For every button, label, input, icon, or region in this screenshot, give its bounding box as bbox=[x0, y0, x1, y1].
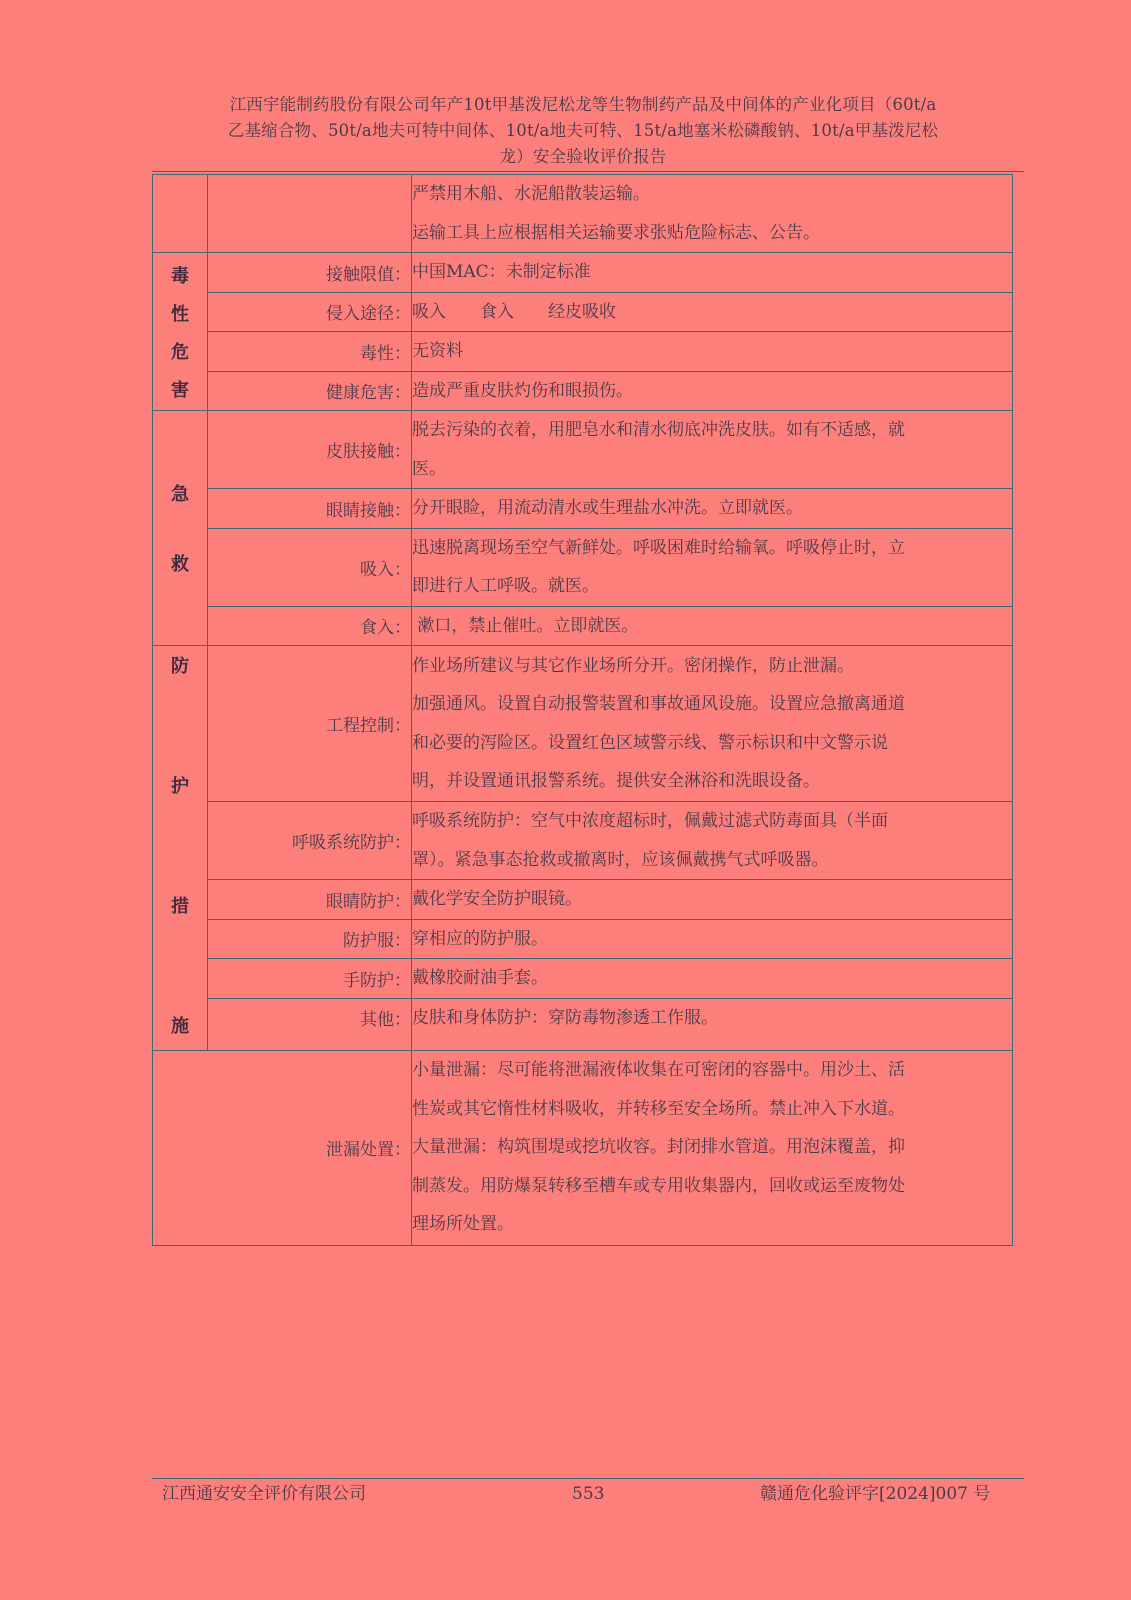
exposure-limit-value: 中国MAC：未制定标准 bbox=[412, 253, 1013, 293]
page-number: 553 bbox=[572, 1484, 605, 1504]
protection-row bbox=[153, 959, 1013, 999]
toxicity-row bbox=[153, 371, 1013, 411]
eye-contact-value: 分开眼睑，用流动清水或生理盐水冲洗。立即就医。 bbox=[412, 489, 1013, 529]
hand-protection-value: 戴橡胶耐油手套。 bbox=[412, 959, 1013, 999]
transport-row bbox=[153, 175, 1013, 253]
first-aid-row bbox=[153, 528, 1013, 606]
first-aid-category bbox=[153, 411, 208, 646]
protection-row bbox=[153, 880, 1013, 920]
header-rule bbox=[152, 171, 1024, 172]
protection-char-4: 施 bbox=[171, 1016, 189, 1037]
ingestion-label: 食入： bbox=[208, 606, 412, 646]
first-aid-row bbox=[153, 606, 1013, 646]
header-line-1: 江西宇能制药股份有限公司年产10t甲基泼尼松龙等生物制药产品及中间体的产业化项目（60t/a bbox=[229, 95, 937, 114]
other-protection-value: 皮肤和身体防护：穿防毒物渗透工作服。 bbox=[412, 998, 1013, 1050]
engineering-control-value: 作业场所建议与其它作业场所分开。密闭操作，防止泄漏。 加强通风。设置自动报警装置和事故通风设施。设置应急撤离通道 和必要的泻险区。设置红色区域警示线、警示标识和中文警示说 明，并设置通讯报警系统。提供安全淋浴和洗眼设备。 bbox=[412, 646, 1013, 802]
spill-row bbox=[153, 1050, 1013, 1245]
toxicity-label: 毒性： bbox=[208, 332, 412, 372]
eye-protection-value: 戴化学安全防护眼镜。 bbox=[412, 880, 1013, 920]
eye-contact-label: 眼睛接触： bbox=[208, 489, 412, 529]
protection-char-3: 措 bbox=[171, 896, 189, 917]
spill-value: 小量泄漏：尽可能将泄漏液体收集在可密闭的容器中。用沙土、活 性炭或其它惰性材料吸收，并转移至安全场所。禁止冲入下水道。 大量泄漏：构筑围堤或挖坑收容。封闭排水管道。用泡沫覆盖，抑 制蒸发。用防爆泵转移至槽车或专用收集器内，回收或运至废物处 理场所处置。 bbox=[412, 1050, 1013, 1245]
header-line-2: 乙基缩合物、50t/a地夫可特中间体、10t/a地夫可特、15t/a地塞米松磷酸钠、10t/a甲基泼尼松 bbox=[227, 121, 939, 140]
transport-label-cell bbox=[208, 175, 412, 253]
protection-row bbox=[153, 802, 1013, 880]
toxicity-row bbox=[153, 292, 1013, 332]
toxicity-category bbox=[153, 253, 208, 411]
header-line-3: 龙）安全验收评价报告 bbox=[499, 147, 667, 166]
safety-data-table bbox=[152, 174, 1013, 1246]
toxicity-char-4: 害 bbox=[171, 379, 189, 401]
spill-label: 泄漏处置： bbox=[153, 1050, 412, 1245]
ingestion-value: 漱口，禁止催吐。立即就医。 bbox=[412, 606, 1013, 646]
exposure-limit-label: 接触限值： bbox=[208, 253, 412, 293]
protection-category bbox=[153, 646, 208, 1051]
protection-row bbox=[153, 646, 1013, 802]
skin-contact-label: 皮肤接触： bbox=[208, 411, 412, 489]
transport-line-1: 严禁用木船、水泥船散装运输。 bbox=[412, 184, 650, 204]
footer-rule bbox=[152, 1478, 1024, 1479]
toxicity-row bbox=[153, 332, 1013, 372]
toxicity-char-1: 毒 bbox=[171, 265, 189, 287]
toxicity-char-3: 危 bbox=[171, 341, 189, 363]
respiratory-value: 呼吸系统防护：空气中浓度超标时，佩戴过滤式防毒面具（半面 罩）。紧急事态抢救或撤离时，应该佩戴携气式呼吸器。 bbox=[412, 802, 1013, 880]
first-aid-char-1: 急 bbox=[171, 484, 189, 505]
first-aid-row bbox=[153, 489, 1013, 529]
engineering-control-label: 工程控制： bbox=[208, 646, 412, 802]
inhalation-value: 迅速脱离现场至空气新鲜处。呼吸困难时给输氧。呼吸停止时，立 即进行人工呼吸。就医。 bbox=[412, 528, 1013, 606]
toxicity-row bbox=[153, 253, 1013, 293]
first-aid-char-2: 救 bbox=[171, 554, 189, 575]
document-number: 赣通危化验评字[2024]007 号 bbox=[760, 1484, 991, 1504]
transport-category-cell bbox=[153, 175, 208, 253]
toxicity-value: 无资料 bbox=[412, 332, 1013, 372]
inhalation-label: 吸入： bbox=[208, 528, 412, 606]
hand-protection-label: 手防护： bbox=[208, 959, 412, 999]
health-hazard-label: 健康危害： bbox=[208, 371, 412, 411]
entry-route-label: 侵入途径： bbox=[208, 292, 412, 332]
transport-content bbox=[412, 175, 1013, 253]
entry-route-value: 吸入 食入 经皮吸收 bbox=[412, 292, 1013, 332]
protective-clothing-value: 穿相应的防护服。 bbox=[412, 919, 1013, 959]
footer-company: 江西通安安全评价有限公司 bbox=[162, 1484, 366, 1504]
protection-row bbox=[153, 998, 1013, 1050]
other-protection-label: 其他： bbox=[208, 998, 412, 1050]
protection-char-1: 防 bbox=[171, 656, 189, 677]
page-header bbox=[152, 92, 1014, 170]
eye-protection-label: 眼睛防护： bbox=[208, 880, 412, 920]
protection-row bbox=[153, 919, 1013, 959]
health-hazard-value: 造成严重皮肤灼伤和眼损伤。 bbox=[412, 371, 1013, 411]
toxicity-char-2: 性 bbox=[171, 303, 189, 325]
protective-clothing-label: 防护服： bbox=[208, 919, 412, 959]
protection-char-2: 护 bbox=[171, 776, 189, 797]
transport-line-2: 运输工具上应根据相关运输要求张贴危险标志、公告。 bbox=[412, 222, 820, 243]
respiratory-label: 呼吸系统防护： bbox=[208, 802, 412, 880]
first-aid-row bbox=[153, 411, 1013, 489]
skin-contact-value: 脱去污染的衣着，用肥皂水和清水彻底冲洗皮肤。如有不适感，就 医。 bbox=[412, 411, 1013, 489]
